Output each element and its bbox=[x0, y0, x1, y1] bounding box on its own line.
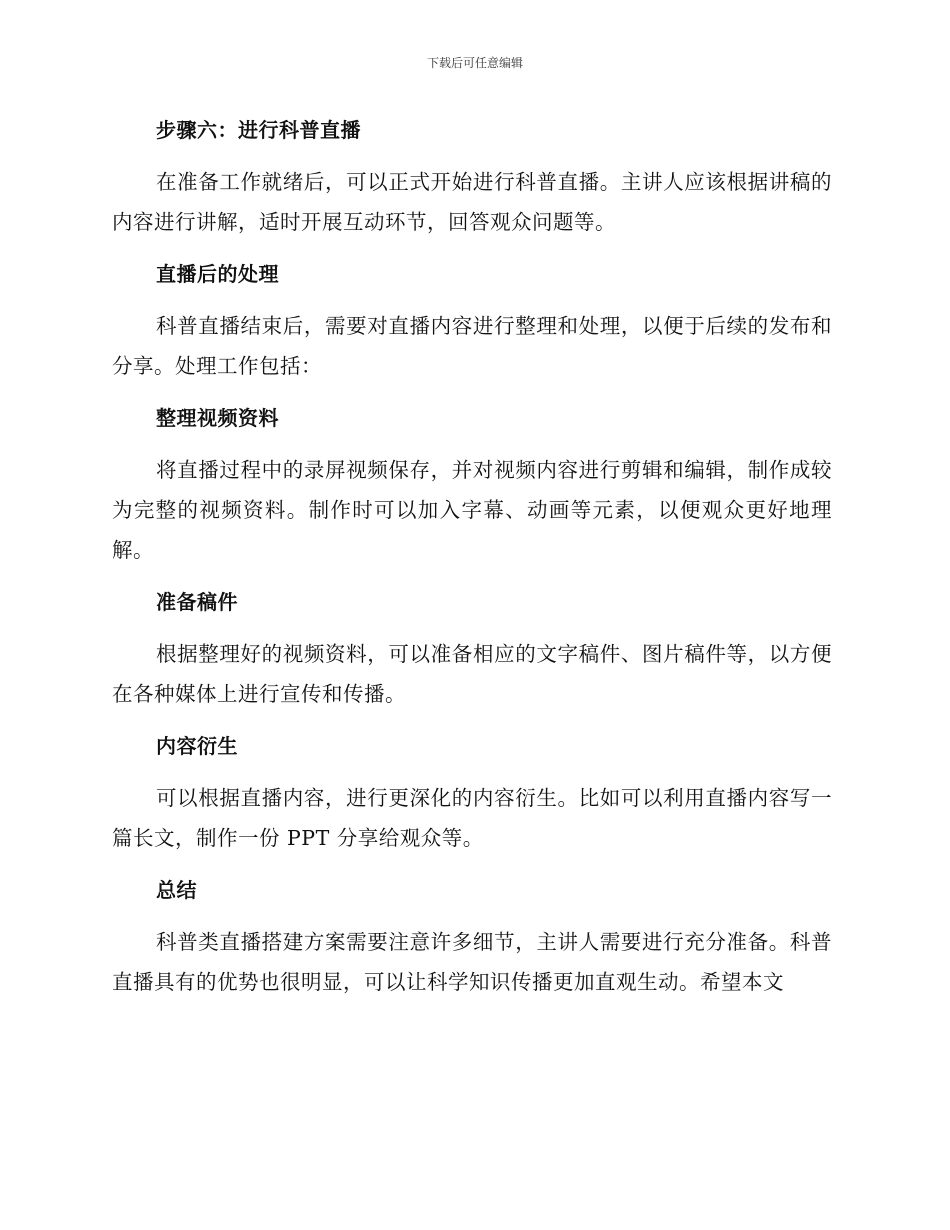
section-step-six bbox=[112, 112, 832, 242]
section-paragraph: 科普直播结束后，需要对直播内容进行整理和处理，以便于后续的发布和分享。处理工作包括： bbox=[112, 314, 832, 378]
section-summary bbox=[112, 872, 832, 1002]
section-heading: 整理视频资料 bbox=[156, 406, 279, 430]
section-paragraph: 科普类直播搭建方案需要注意许多细节，主讲人需要进行充分准备。科普直播具有的优势也很明显，可以让科学知识传播更加直观生动。希望本文 bbox=[112, 930, 832, 994]
section-heading: 步骤六：进行科普直播 bbox=[156, 118, 361, 142]
section-prepare-manuscript bbox=[112, 584, 832, 714]
section-paragraph: 根据整理好的视频资料，可以准备相应的文字稿件、图片稿件等，以方便在各种媒体上进行宣传和传播。 bbox=[112, 642, 832, 706]
section-heading: 准备稿件 bbox=[156, 590, 238, 614]
page-header: 下载后可任意编辑 bbox=[426, 56, 523, 70]
section-paragraph: 将直播过程中的录屏视频保存，并对视频内容进行剪辑和编辑，制作成较为完整的视频资料。制作时可以加入字幕、动画等元素，以便观众更好地理解。 bbox=[112, 458, 832, 562]
section-organize-video bbox=[112, 400, 832, 570]
section-paragraph: 在准备工作就绪后，可以正式开始进行科普直播。主讲人应该根据讲稿的内容进行讲解，适时开展互动环节，回答观众问题等。 bbox=[112, 170, 832, 234]
section-heading: 直播后的处理 bbox=[156, 262, 279, 286]
section-content-derivation bbox=[112, 728, 832, 858]
section-heading: 总结 bbox=[156, 878, 197, 902]
section-heading: 内容衍生 bbox=[156, 734, 238, 758]
section-paragraph: 可以根据直播内容，进行更深化的内容衍生。比如可以利用直播内容写一篇长文，制作一份 PPT 分享给观众等。 bbox=[112, 786, 832, 850]
document-content bbox=[112, 112, 832, 1002]
section-post-live-processing bbox=[112, 256, 832, 386]
